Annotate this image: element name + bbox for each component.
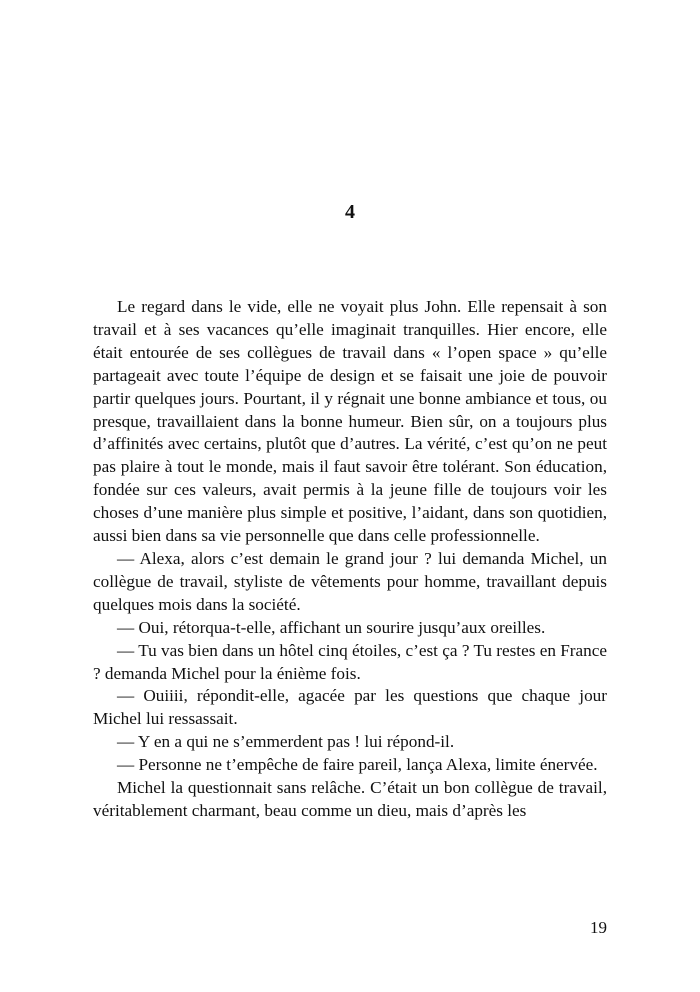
dialogue-paragraph: — Ouiiii, répondit-elle, agacée par les questions que chaque jour Michel lui ressassait. [93, 686, 607, 729]
chapter-number: 4 [345, 201, 355, 223]
dialogue-paragraph: — Oui, rétorqua-t-elle, affichant un sourire jusqu’aux oreilles. [117, 617, 546, 637]
dialogue-paragraph: — Tu vas bien dans un hôtel cinq étoiles, c’est ça ? Tu restes en France ? demanda Michel pour la énième fois. [93, 640, 607, 683]
dialogue-paragraph: — Personne ne t’empêche de faire pareil, lança Alexa, limite énervée. [117, 755, 598, 775]
dialogue-paragraph: — Y en a qui ne s’emmerdent pas ! lui répond-il. [117, 732, 455, 752]
paragraph: Le regard dans le vide, elle ne voyait plus John. Elle repensait à son travail et à ses vacances qu’elle imaginait tranquilles. Hier encore, elle était entourée de ses collègues de travail dans « l’open space » qu’elle partageait avec toute l’équipe de design et se faisait une joie de pouvoir partir quelques jours. Pourtant, il y régnait une bonne ambiance et tous, ou presque, travaillaient dans la bonne humeur. Bien sûr, on a toujours plus d’affinités avec certains, plutôt que d’autres. La vérité, c’est qu’on ne peut pas plaire à tout le monde, mais il faut savoir être tolérant. Son éducation, fondée sur ces valeurs, avait permis à la jeune fille de toujours voir les choses d’une manière plus simple et positive, l’aidant, dans son quotidien, aussi bien dans sa vie personnelle que dans celle professionnelle. [93, 297, 607, 546]
page-number: 19 [590, 918, 607, 937]
paragraph: Michel la questionnait sans relâche. C’était un bon collègue de travail, véritablement charmant, beau comme un dieu, mais d’après les [93, 778, 607, 820]
chapter-body [93, 296, 607, 823]
dialogue-paragraph: — Alexa, alors c’est demain le grand jour ? lui demanda Michel, un collègue de travail, styliste de vêtements pour homme, travaillant depuis quelques mois dans la société. [93, 548, 607, 614]
